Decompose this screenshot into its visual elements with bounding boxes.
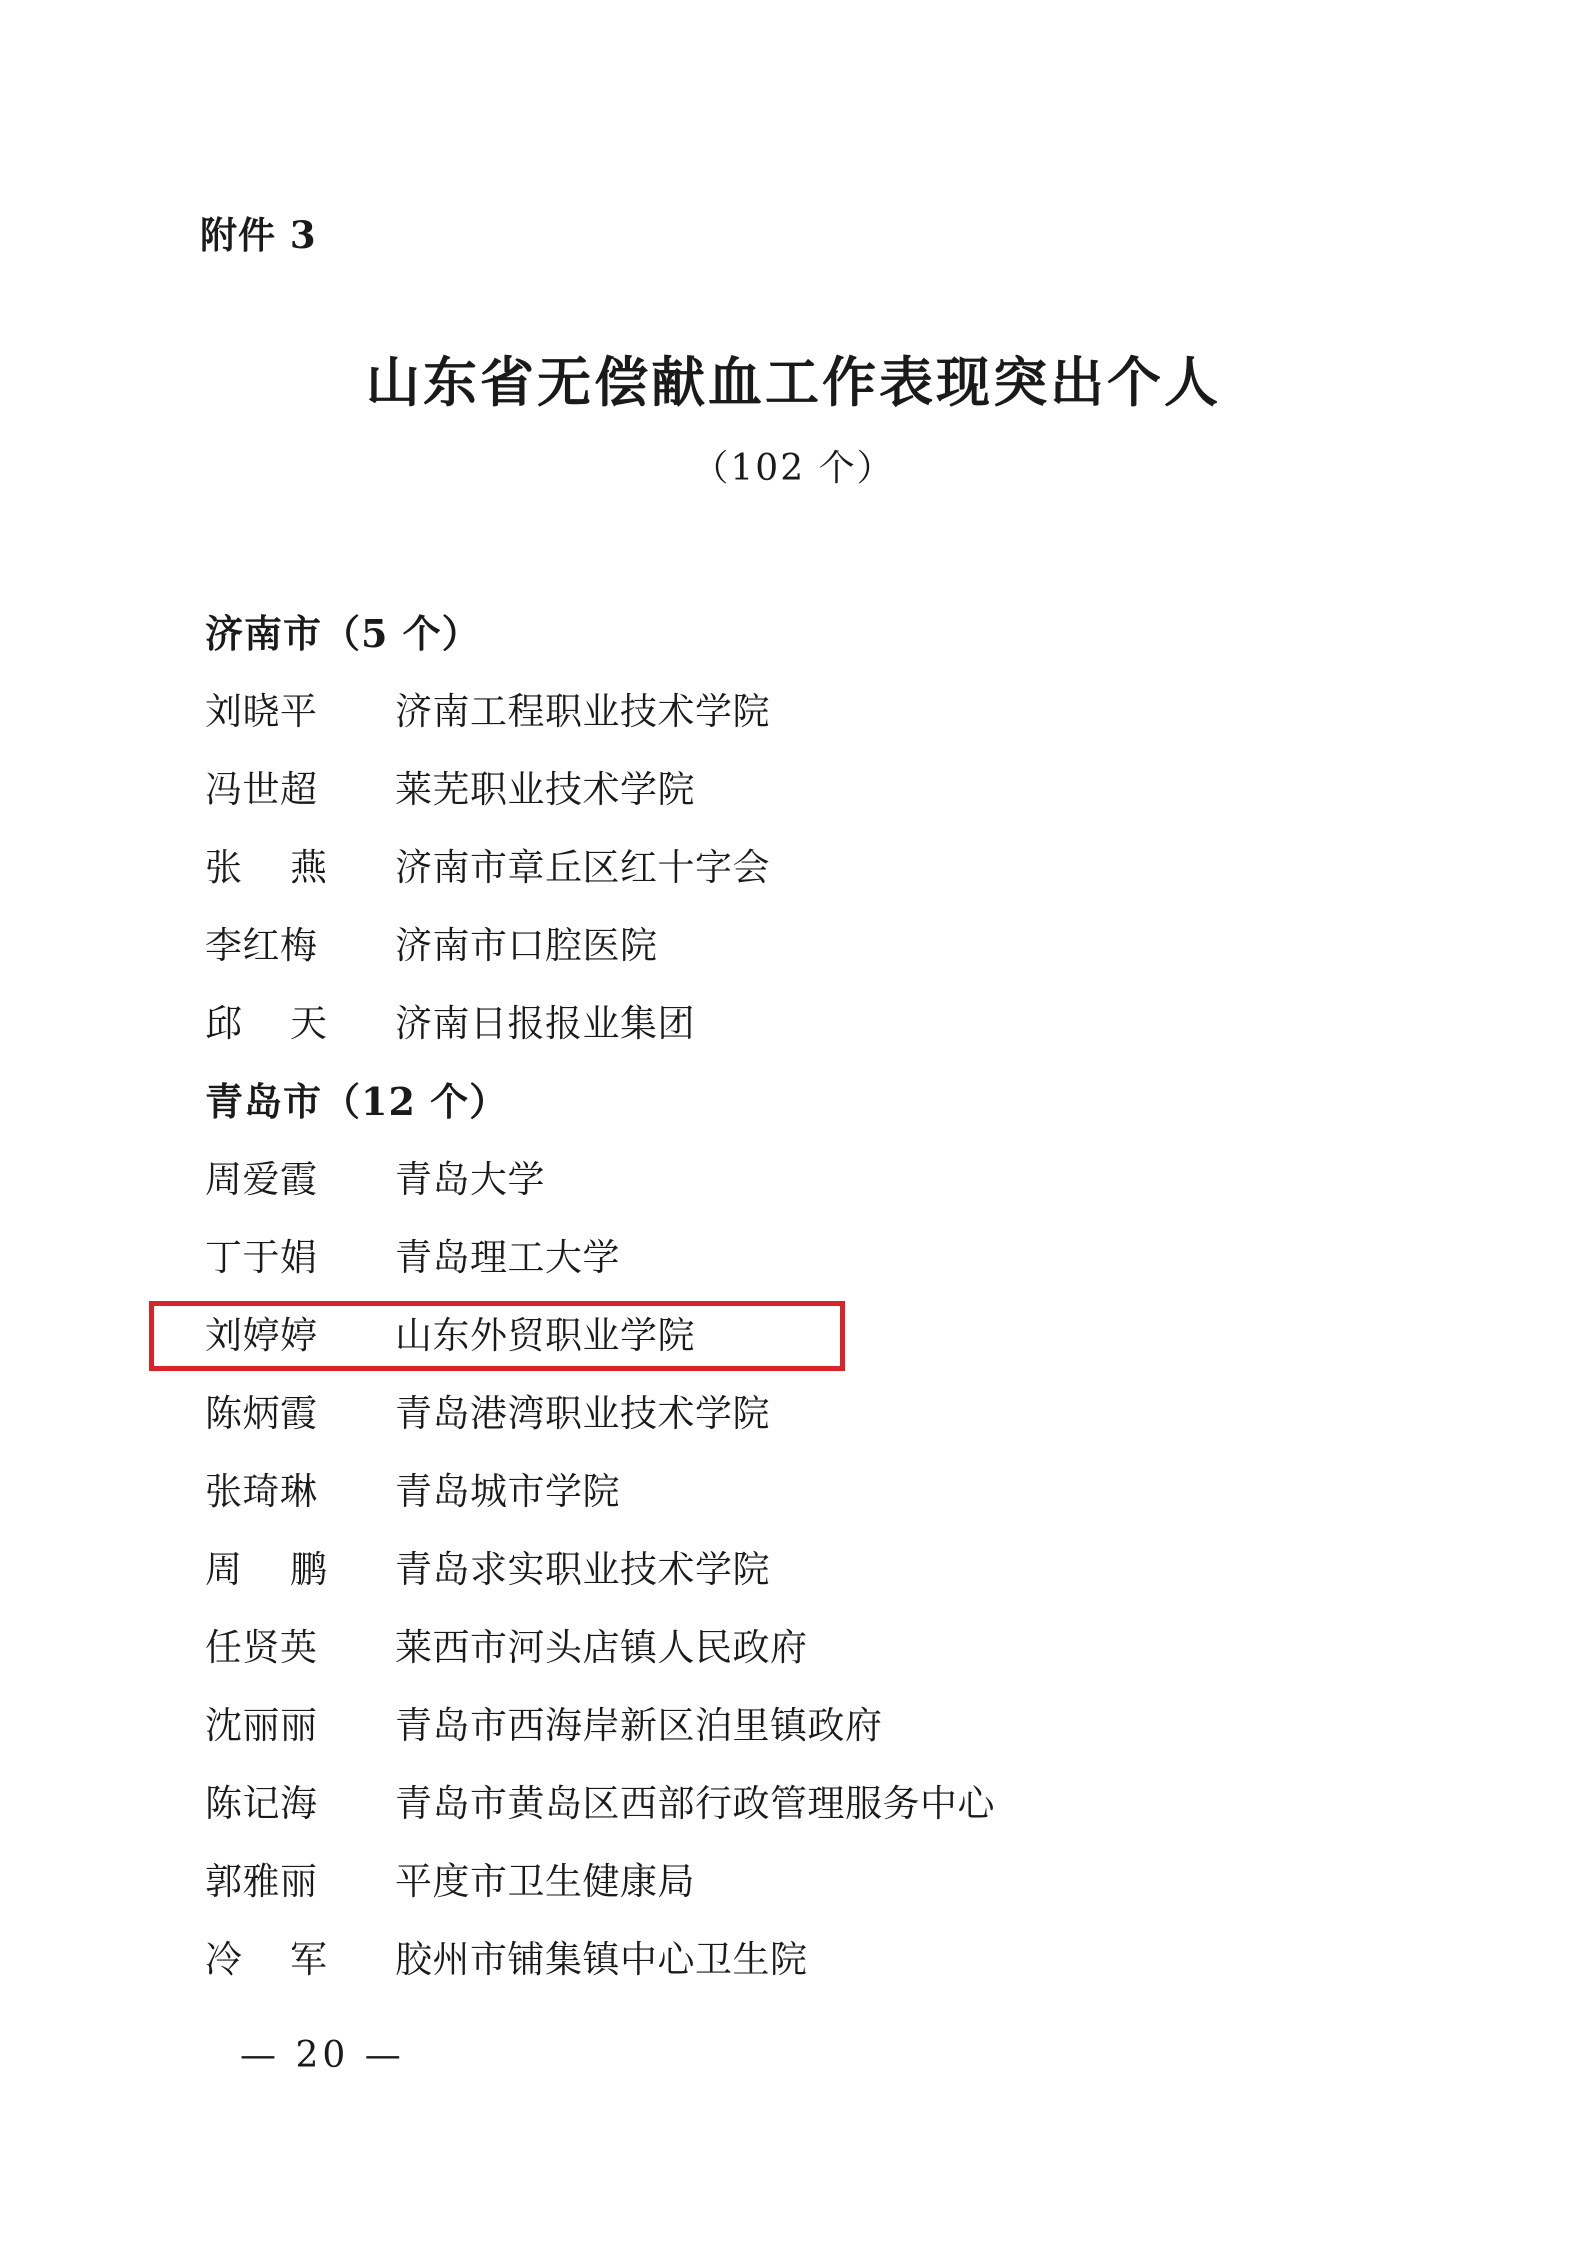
organization-name: 济南市章丘区红十字会 xyxy=(395,846,770,889)
list-item xyxy=(205,1141,1587,1219)
organization-name: 平度市卫生健康局 xyxy=(395,1860,695,1903)
person-name: 任贤英 xyxy=(205,1626,318,1669)
person-name: 沈丽丽 xyxy=(205,1704,318,1747)
person-name: 邱天 xyxy=(205,1002,375,1045)
organization-name: 济南日报报业集团 xyxy=(395,1002,695,1045)
person-name: 张琦琳 xyxy=(205,1470,318,1513)
list-item xyxy=(205,1375,1587,1453)
list-item xyxy=(205,907,1587,985)
list-item xyxy=(205,1219,1587,1297)
person-name: 陈记海 xyxy=(205,1782,318,1825)
organization-name: 济南市口腔医院 xyxy=(395,924,658,967)
person-name: 张燕 xyxy=(205,846,375,889)
organization-name: 莱芜职业技术学院 xyxy=(395,768,695,811)
person-name: 周爱霞 xyxy=(205,1158,318,1201)
list-item xyxy=(205,673,1587,751)
list-item xyxy=(205,751,1587,829)
person-name: 冷军 xyxy=(205,1938,375,1981)
section-heading: 青岛市（12 个） xyxy=(205,1079,509,1124)
person-name: 周鹏 xyxy=(205,1548,375,1591)
list-item xyxy=(205,1453,1587,1531)
organization-name: 莱西市河头店镇人民政府 xyxy=(395,1626,808,1669)
list-item xyxy=(205,985,1587,1063)
person-name: 丁于娟 xyxy=(205,1236,318,1279)
attachment-label: 附件 3 xyxy=(200,213,317,257)
organization-name: 胶州市铺集镇中心卫生院 xyxy=(395,1938,808,1981)
list-item xyxy=(205,1609,1587,1687)
organization-name: 青岛大学 xyxy=(395,1158,545,1201)
organization-name: 青岛港湾职业技术学院 xyxy=(395,1392,770,1435)
page-title: 山东省无偿献血工作表现突出个人 xyxy=(366,350,1221,414)
organization-name: 济南工程职业技术学院 xyxy=(395,690,770,733)
person-name: 李红梅 xyxy=(205,924,318,967)
organization-name: 青岛市西海岸新区泊里镇政府 xyxy=(395,1704,883,1747)
list-item xyxy=(205,1921,1587,1999)
list-item xyxy=(205,1765,1587,1843)
organization-name: 青岛市黄岛区西部行政管理服务中心 xyxy=(395,1782,995,1825)
person-name: 刘婷婷 xyxy=(205,1314,318,1357)
award-list xyxy=(0,595,1587,1999)
list-item-highlighted xyxy=(205,1297,1587,1375)
page-subtitle-count: （102 个） xyxy=(692,448,895,489)
person-name: 陈炳霞 xyxy=(205,1392,318,1435)
section-heading: 济南市（5 个） xyxy=(205,611,481,656)
page-number: — 20 — xyxy=(240,2035,405,2076)
organization-name: 山东外贸职业学院 xyxy=(395,1314,695,1357)
organization-name: 青岛理工大学 xyxy=(395,1236,620,1279)
person-name: 郭雅丽 xyxy=(205,1860,318,1903)
list-item xyxy=(205,829,1587,907)
person-name: 刘晓平 xyxy=(205,690,318,733)
organization-name: 青岛求实职业技术学院 xyxy=(395,1548,770,1591)
list-item xyxy=(205,1531,1587,1609)
list-item xyxy=(205,1687,1587,1765)
list-item xyxy=(205,1843,1587,1921)
person-name: 冯世超 xyxy=(205,768,318,811)
organization-name: 青岛城市学院 xyxy=(395,1470,620,1513)
